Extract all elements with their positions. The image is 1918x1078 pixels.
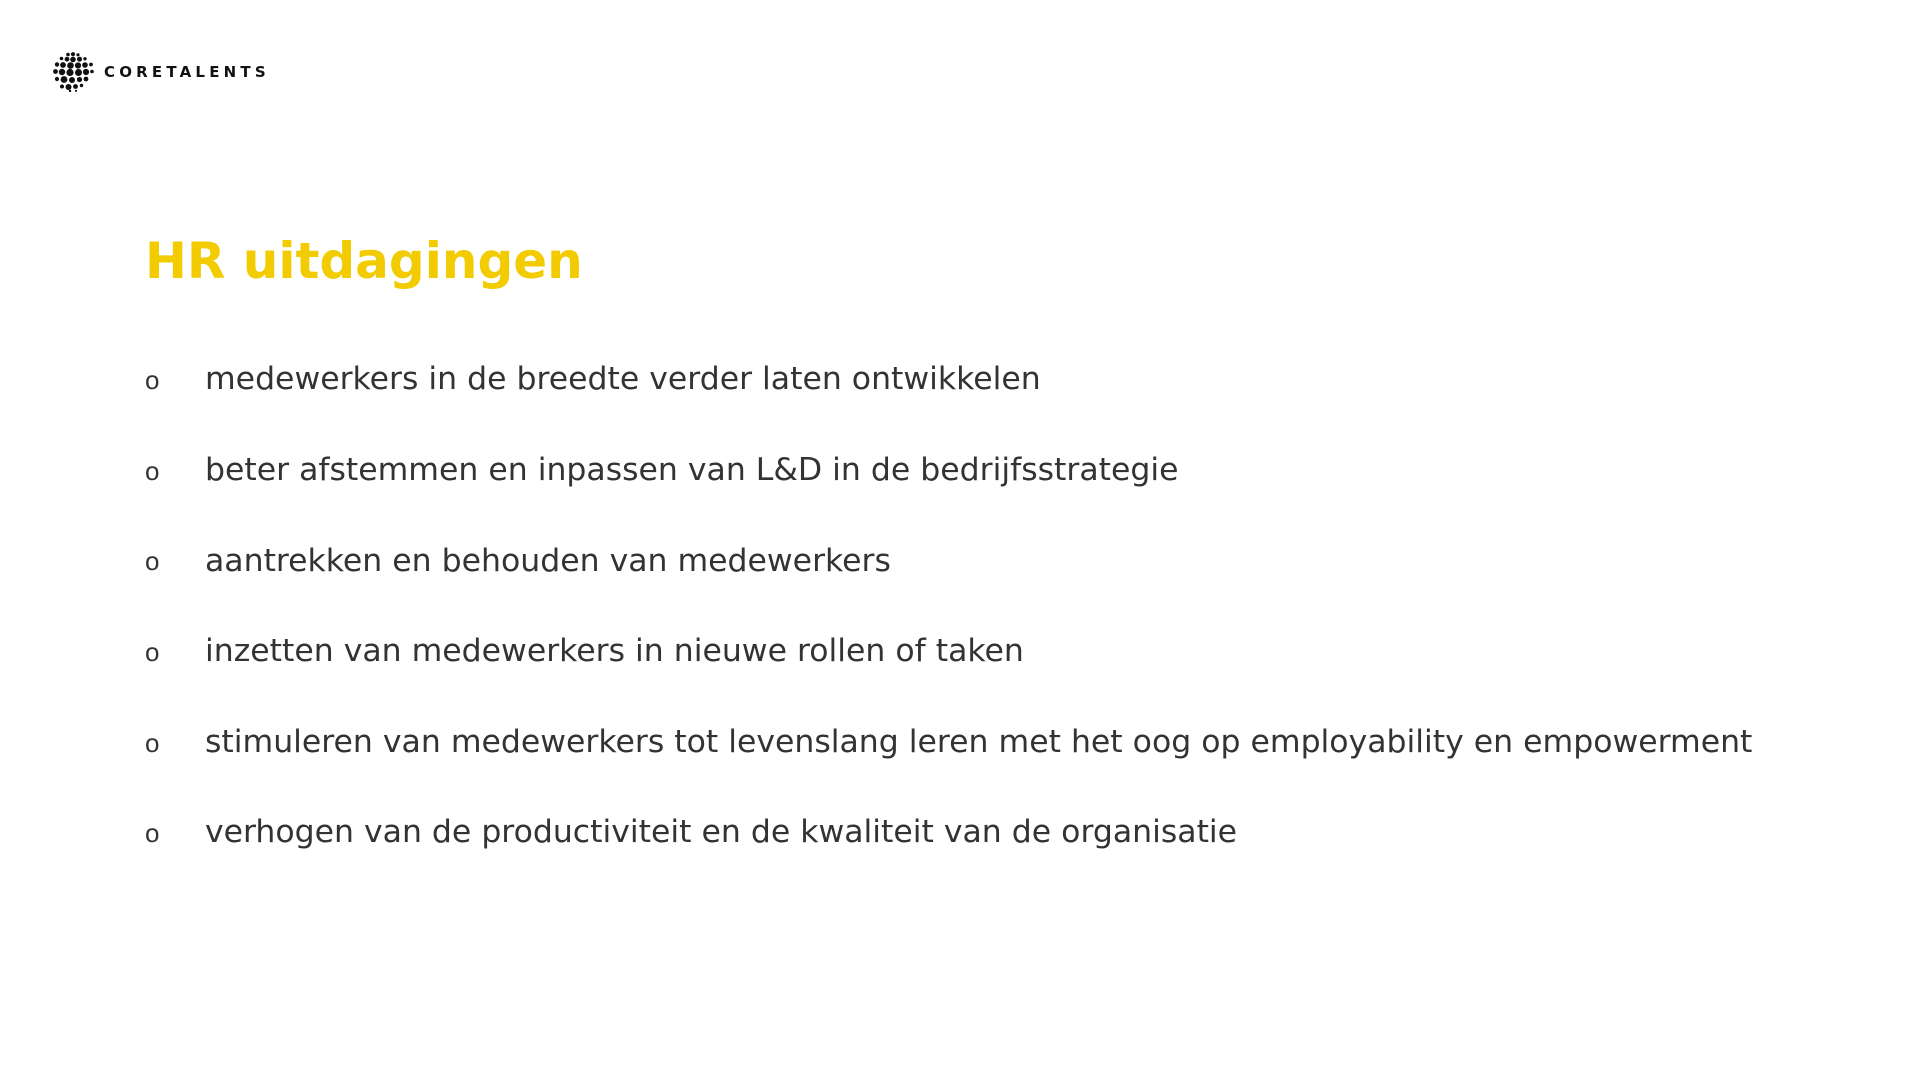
bullet-text: medewerkers in de breedte verder laten ontwikkelen (205, 361, 1041, 398)
bullet-text: stimuleren van medewerkers tot levenslang leren met het oog op employability en empowerment (205, 723, 1753, 760)
bullet-item (145, 516, 1845, 607)
bullet-marker: o (145, 727, 160, 758)
bullet-marker: o (145, 455, 160, 486)
bullet-item (145, 335, 1845, 426)
bullet-marker: o (145, 637, 160, 668)
bullet-list (145, 335, 1845, 879)
bullet-text: verhogen van de productiviteit en de kwaliteit van de organisatie (205, 814, 1238, 851)
bullet-marker: o (145, 365, 160, 396)
bullet-text: aantrekken en behouden van medewerkers (205, 542, 891, 579)
bullet-marker: o (145, 818, 160, 849)
dot-cluster-logo-icon (52, 52, 94, 92)
slide-title: HR uitdagingen (145, 232, 583, 290)
bullet-item (145, 697, 1845, 788)
bullet-marker: o (145, 546, 160, 577)
brand-header (52, 52, 270, 92)
bullet-text: inzetten van medewerkers in nieuwe rollen of taken (205, 633, 1024, 670)
bullet-text: beter afstemmen en inpassen van L&D in de bedrijfsstrategie (205, 451, 1179, 488)
bullet-item (145, 426, 1845, 517)
bullet-item (145, 788, 1845, 879)
brand-name: CORETALENTS (104, 63, 270, 81)
bullet-item (145, 607, 1845, 698)
